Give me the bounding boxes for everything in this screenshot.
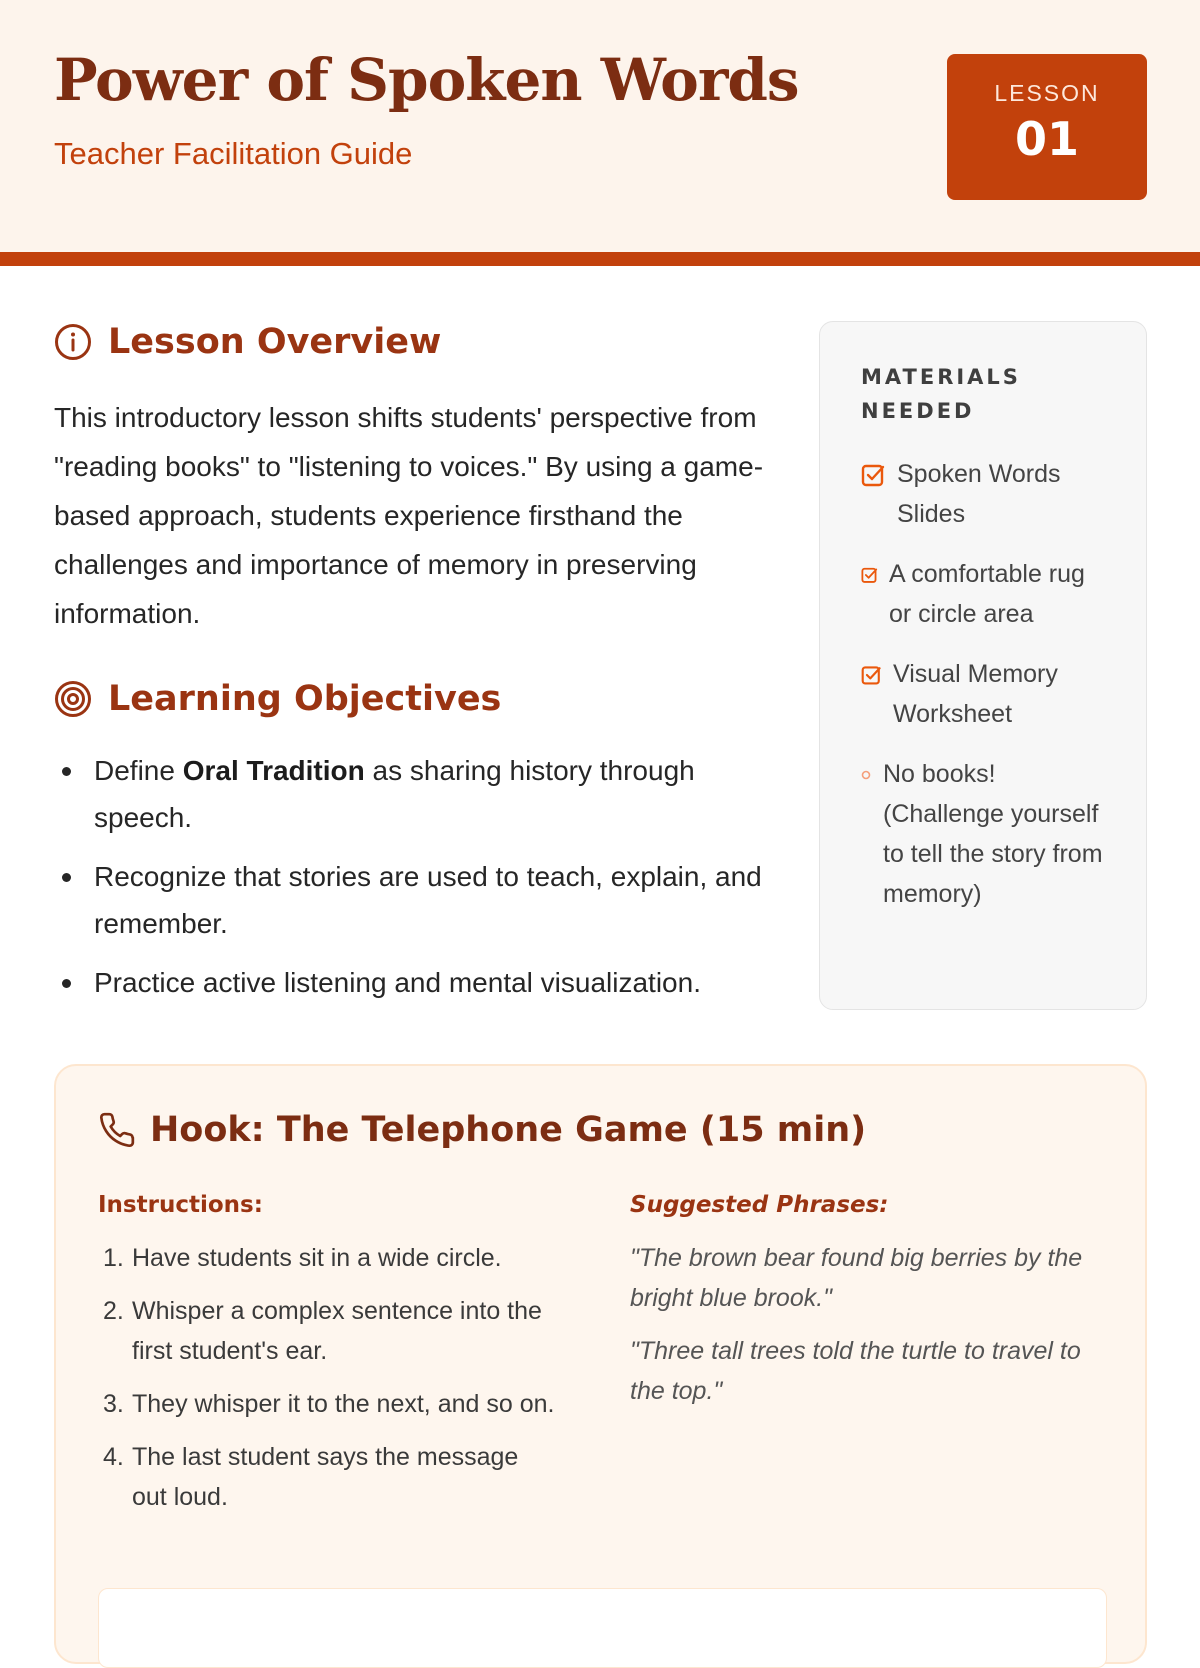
- lesson-number: 01: [1014, 112, 1079, 166]
- lesson-label: LESSON: [994, 80, 1100, 106]
- hook-heading-text: Hook: The Telephone Game (15 min): [150, 1110, 867, 1150]
- hook-note-box: [98, 1588, 1107, 1668]
- checkbox-icon: [861, 566, 879, 584]
- lesson-badge: [947, 54, 1147, 200]
- page-title: Power of Spoken Words: [54, 46, 799, 114]
- list-item: 4. The last student says the message out loud.: [103, 1443, 519, 1511]
- checkbox-icon: [861, 462, 887, 488]
- instructions-label: Instructions:: [98, 1192, 263, 1218]
- materials-card: [819, 321, 1147, 1010]
- list-item: 3. They whisper it to the next, and so on.: [103, 1390, 555, 1418]
- suggested-phrase: "Three tall trees told the turtle to travel to the top.": [630, 1337, 1081, 1405]
- objectives-heading: [54, 679, 501, 719]
- page-header: [0, 0, 1200, 252]
- hook-card: [54, 1064, 1147, 1664]
- list-item: Recognize that stories are used to teach, explain, and remember.: [54, 853, 764, 947]
- objectives-heading-text: Learning Objectives: [108, 679, 502, 719]
- objectives-list: [54, 747, 764, 1018]
- instructions-list: [98, 1238, 558, 1530]
- target-icon: [54, 680, 92, 718]
- overview-heading: [54, 322, 441, 362]
- phone-icon: [98, 1111, 136, 1149]
- list-item: 2. Whisper a complex sentence into the first student's ear.: [103, 1297, 542, 1365]
- overview-heading-text: Lesson Overview: [108, 322, 442, 362]
- material-item: No books! (Challenge yourself to tell the story from memory): [861, 754, 1111, 914]
- dot-icon: [861, 770, 871, 780]
- list-item: Define Oral Tradition as sharing history through speech.: [54, 747, 764, 841]
- overview-text: This introductory lesson shifts students' perspective from "reading books" to "listening to voices." By using a game-based approach, students experience firsthand the challenges and importance of memory in preserving information.: [54, 402, 764, 629]
- info-icon: [54, 323, 92, 361]
- hook-heading: [98, 1110, 866, 1150]
- material-item: Spoken Words Slides: [861, 454, 1111, 534]
- header-divider: [0, 252, 1200, 266]
- list-item: 1. Have students sit in a wide circle.: [103, 1244, 502, 1272]
- list-item: Practice active listening and mental visualization.: [54, 959, 764, 1006]
- checkbox-icon: [861, 664, 883, 686]
- page-subtitle: Teacher Facilitation Guide: [54, 136, 413, 171]
- material-item: A comfortable rug or circle area: [861, 554, 1111, 634]
- materials-title: MATERIALS NEEDED: [861, 365, 1021, 423]
- phrases-label: Suggested Phrases:: [630, 1192, 889, 1218]
- material-item: Visual Memory Worksheet: [861, 654, 1111, 734]
- suggested-phrase: "The brown bear found big berries by the bright blue brook.": [630, 1244, 1083, 1312]
